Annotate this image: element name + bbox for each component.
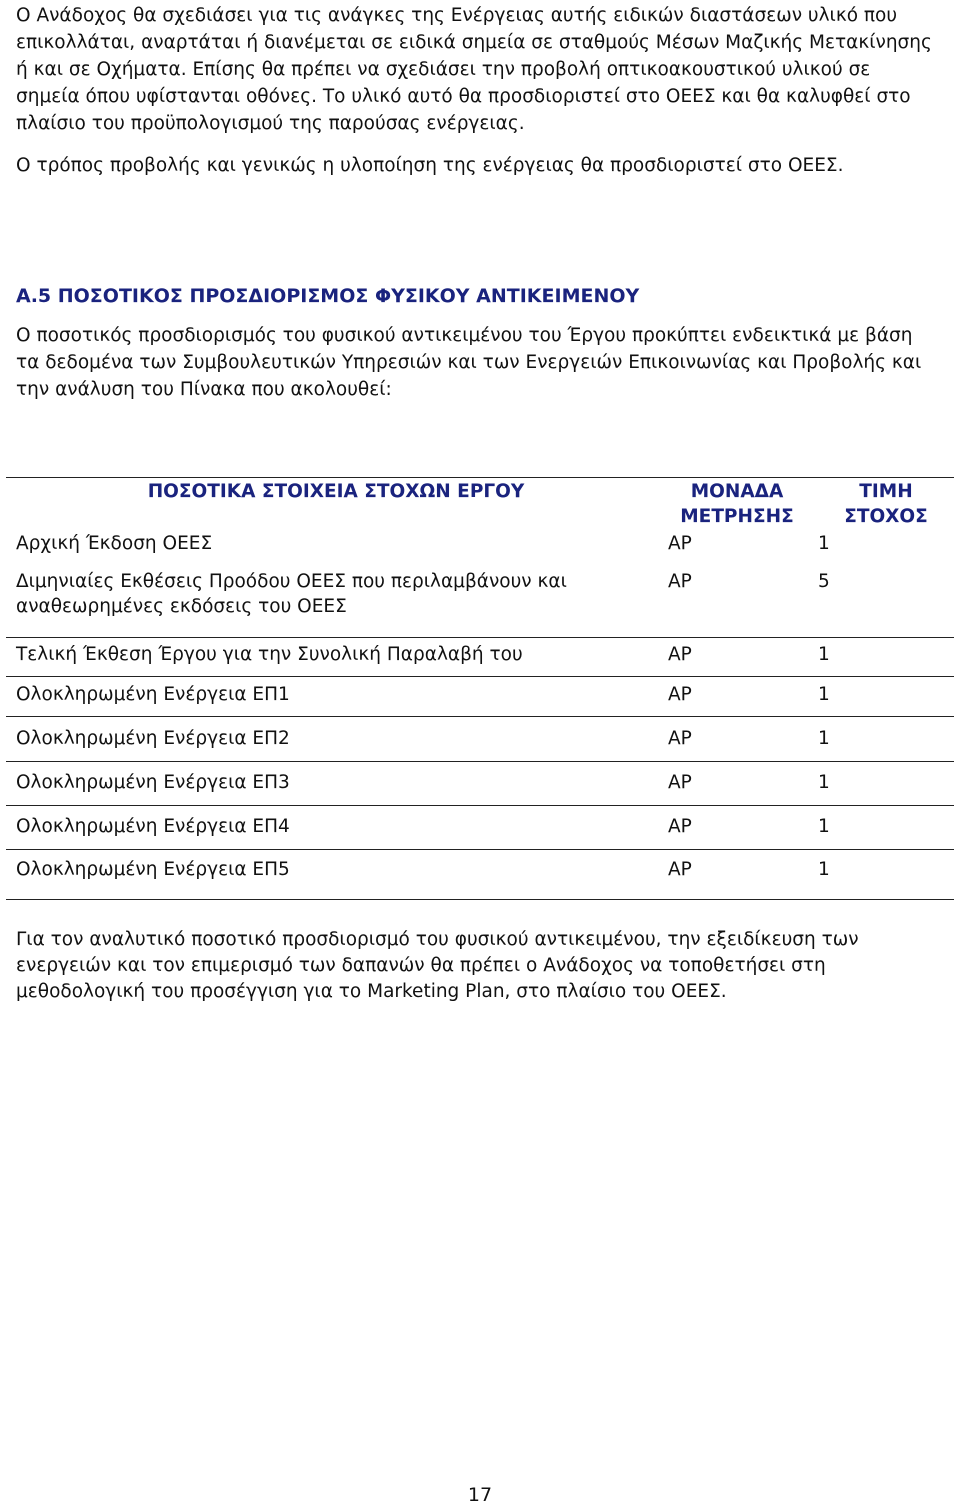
row-divider (6, 637, 954, 638)
header-target-line2: ΣΤΟΧΟΣ (844, 506, 928, 527)
table-row-unit: ΑΡ (668, 571, 692, 592)
row-divider (6, 676, 954, 677)
table-row-unit: ΑΡ (668, 859, 692, 880)
table-row-item: Ολοκληρωμένη Ενέργεια ΕΠ2 (16, 728, 290, 749)
table-top-rule (6, 477, 954, 478)
header-unit (666, 479, 808, 529)
header-item: ΠΟΣΟΤΙΚΑ ΣΤΟΙΧΕΙΑ ΣΤΟΧΩΝ ΕΡΓΟΥ (147, 481, 525, 502)
table-row-unit: ΑΡ (668, 728, 692, 749)
table-row-target: 1 (818, 816, 830, 837)
table-row-target: 1 (818, 684, 830, 705)
page-number: 17 (467, 1484, 493, 1506)
table-row-item: Διμηνιαίες Εκθέσεις Προόδου ΟΕΕΣ που περιλαμβάνουν και αναθεωρημένες εκδόσεις του ΟΕΕΣ (16, 571, 567, 617)
table-row-target: 1 (818, 644, 830, 665)
table-row-item: Ολοκληρωμένη Ενέργεια ΕΠ5 (16, 859, 290, 880)
targets-table (6, 477, 954, 900)
row-divider (6, 761, 954, 762)
row-divider (6, 716, 954, 717)
table-row-target: 1 (818, 728, 830, 749)
table-row-unit: ΑΡ (668, 644, 692, 665)
header-unit-line1: ΜΟΝΑΔΑ (690, 481, 784, 502)
intro-paragraph-2: Ο τρόπος προβολής και γενικώς η υλοποίηση της ενέργειας θα προσδιοριστεί στο ΟΕΕΣ. (16, 155, 844, 176)
table-row-unit: ΑΡ (668, 684, 692, 705)
intro-paragraph: Ο Ανάδοχος θα σχεδιάσει για τις ανάγκες της Ενέργειας αυτής ειδικών διαστάσεων υλικό που επικολλάται, αναρτάται ή διανέμεται σε ειδικά σημεία σε σταθμούς Μέσων Μαζικής Μετακίνησης ή και σε Οχήματα. Επίσης θα πρέπει να σχεδιάσει την προβολή οπτικοακουστικού υλικού σε σημεία όπου υφίστανται οθόνες. Το υλικό αυτό θα προσδιοριστεί στο ΟΕΕΣ και θα καλυφθεί στο πλαίσιο του προϋπολογισμού της παρούσας ενέργειας. (16, 5, 932, 134)
row-divider (6, 849, 954, 850)
header-target-line1: ΤΙΜΗ (859, 481, 913, 502)
header-unit-line2: ΜΕΤΡΗΣΗΣ (680, 506, 794, 527)
row-divider (6, 805, 954, 806)
table-row-target: 1 (818, 772, 830, 793)
table-row-unit: ΑΡ (668, 772, 692, 793)
section-body: Ο ποσοτικός προσδιορισμός του φυσικού αντικειμένου του Έργου προκύπτει ενδεικτικά με βάση τα δεδομένα των Συμβουλευτικών Υπηρεσιών και των Ενεργειών Επικοινωνίας και Προβολής και την ανάλυση του Πίνακα που ακολουθεί: (16, 325, 922, 400)
table-row-item: Ολοκληρωμένη Ενέργεια ΕΠ4 (16, 816, 290, 837)
closing-paragraph: Για τον αναλυτικό ποσοτικό προσδιορισμό του φυσικού αντικειμένου, την εξειδίκευση των ενεργειών και τον επιμερισμό των δαπανών θα πρέπει ο Ανάδοχος να τοποθετήσει στη μεθοδολογική του προσέγγιση για το Marketing Plan, στο πλαίσιο του ΟΕΕΣ. (16, 929, 859, 1002)
table-row-item: Ολοκληρωμένη Ενέργεια ΕΠ1 (16, 684, 290, 705)
header-target (821, 479, 951, 529)
table-row-unit: ΑΡ (668, 533, 692, 554)
table-row-item: Αρχική Έκδοση ΟΕΕΣ (16, 533, 213, 554)
table-row-target: 5 (818, 571, 830, 592)
section-heading: Α.5 ΠΟΣΟΤΙΚΟΣ ΠΡΟΣΔΙΟΡΙΣΜΟΣ ΦΥΣΙΚΟΥ ΑΝΤΙΚΕΙΜΕΝΟΥ (16, 285, 640, 307)
table-row-item: Τελική Έκθεση Έργου για την Συνολική Παραλαβή του (16, 644, 523, 665)
table-row-item: Ολοκληρωμένη Ενέργεια ΕΠ3 (16, 772, 290, 793)
table-row-unit: ΑΡ (668, 816, 692, 837)
table-row-target: 1 (818, 533, 830, 554)
table-row-target: 1 (818, 859, 830, 880)
table-bottom-rule (6, 899, 954, 900)
